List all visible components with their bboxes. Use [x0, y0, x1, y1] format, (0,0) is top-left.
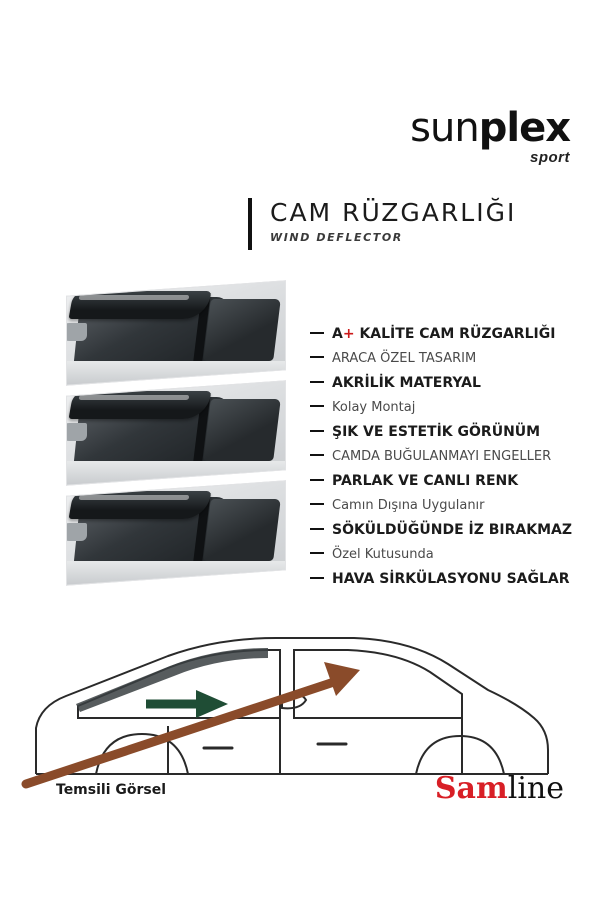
- feature-label: CAMDA BUĞULANMAYI ENGELLER: [332, 449, 552, 464]
- samline-logo: [434, 771, 564, 806]
- dash-icon: [310, 503, 324, 505]
- brand-tagline: sport: [530, 149, 570, 166]
- brand-name-part2: plex: [478, 105, 570, 151]
- feature-label: Camın Dışına Uygulanır: [332, 498, 485, 513]
- product-title-block: [248, 198, 516, 250]
- feature-label: PARLAK VE CANLI RENK: [332, 473, 519, 489]
- feature-item: [310, 473, 582, 489]
- product-photo-3: [66, 480, 286, 585]
- feature-label: A+ KALİTE CAM RÜZGARLIĞI: [332, 326, 556, 342]
- feature-item: [310, 522, 582, 538]
- feature-label: ARACA ÖZEL TASARIM: [332, 351, 477, 366]
- feature-item: [310, 449, 582, 464]
- product-photo-1: [66, 280, 286, 385]
- brand-name-part1: sun: [410, 105, 479, 151]
- samline-logo-part2: line: [507, 771, 564, 806]
- dash-icon: [310, 405, 324, 407]
- samline-logo-part1: Sam: [434, 771, 508, 806]
- dash-icon: [310, 528, 324, 530]
- feature-item: [310, 326, 582, 342]
- product-photo-2: [66, 380, 286, 485]
- dash-icon: [310, 430, 324, 432]
- feature-item: [310, 498, 582, 513]
- feature-list: [310, 326, 582, 596]
- feature-label: SÖKÜLDÜĞÜNDE İZ BIRAKMAZ: [332, 522, 572, 538]
- product-photo-strip: [66, 288, 284, 578]
- product-title: CAM RÜZGARLIĞI: [270, 198, 517, 227]
- feature-item: [310, 547, 582, 562]
- feature-label: ŞIK VE ESTETİK GÖRÜNÜM: [332, 424, 541, 440]
- feature-item: [310, 351, 582, 366]
- brand-logo: [410, 105, 570, 166]
- feature-item: [310, 375, 582, 391]
- dash-icon: [310, 381, 324, 383]
- feature-item: [310, 424, 582, 440]
- feature-label: Özel Kutusunda: [332, 547, 434, 562]
- product-card: [8, 30, 592, 870]
- brown-airflow-arrow: [26, 662, 360, 784]
- feature-label: HAVA SİRKÜLASYONU SAĞLAR: [332, 571, 570, 587]
- feature-label: Kolay Montaj: [332, 400, 416, 415]
- dash-icon: [310, 479, 324, 481]
- brand-name: [410, 105, 570, 151]
- representative-image-note: Temsili Görsel: [56, 782, 167, 798]
- dash-icon: [310, 552, 324, 554]
- green-airflow-arrow: [146, 690, 228, 718]
- feature-item: [310, 400, 582, 415]
- dash-icon: [310, 356, 324, 358]
- dash-icon: [310, 454, 324, 456]
- feature-label: AKRİLİK MATERYAL: [332, 375, 481, 391]
- product-subtitle: WIND DEFLECTOR: [270, 231, 403, 244]
- dash-icon: [310, 332, 324, 334]
